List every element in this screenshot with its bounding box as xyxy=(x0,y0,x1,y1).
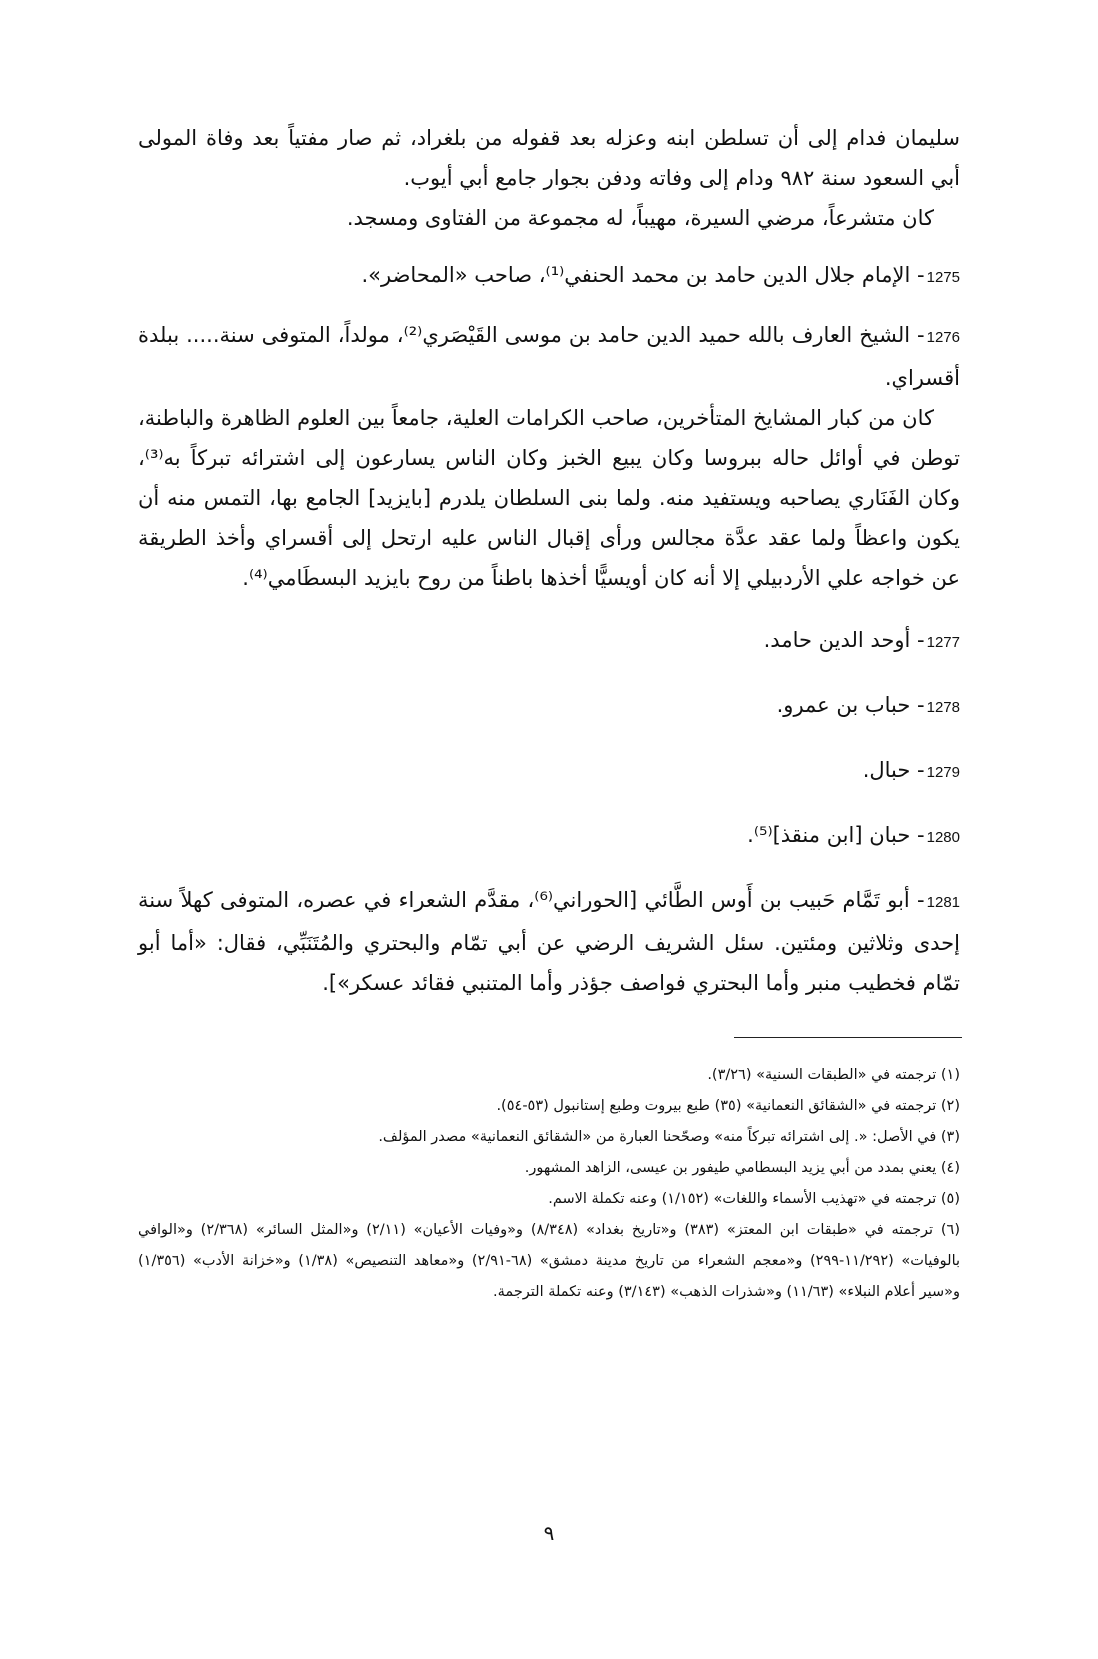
entry-number: 1278 xyxy=(926,699,960,716)
entry-1280 xyxy=(138,815,960,858)
page-number: ٩ xyxy=(543,1521,555,1545)
entry-text: - أبو تَمَّام حَبيب بن أَوس الطَّائي [الحوراني⁽⁶⁾، مقدَّم الشعراء في عصره، المتوفى كهلاً سنة إحدى وثلاثين ومئتين. سئل الشريف الرضي عن أبي تمّام والبحتري والمُتَنَبِّي، فقال: «أما أبو تمّام فخطيب منبر وأما البحتري فواصف جؤذر وأما المتنبي فقائد عسكر»]. xyxy=(138,888,960,995)
entry-text: - الإمام جلال الدين حامد بن محمد الحنفي⁽¹⁾، صاحب «المحاضر». xyxy=(361,263,925,287)
entry-1279 xyxy=(138,750,960,793)
entry-text: - حبال. xyxy=(862,758,925,782)
entry-number: 1276 xyxy=(926,329,960,346)
entry-number: 1280 xyxy=(926,829,960,846)
entry-1276-body: كان من كبار المشايخ المتأخرين، صاحب الكرامات العلية، جامعاً بين العلوم الظاهرة والباطنة، توطن في أوائل حاله ببروسا وكان يبيع الخبز وكان الناس يسارعون إلى اشترائه تبركاً به⁽³⁾، وكان الفَنَاري يصاحبه ويستفيد منه. ولما بنى السلطان يلدرم [بايزيد] الجامع بها، التمس منه أن يكون واعظاً ولما عقد عدَّة مجالس ورأى إقبال الناس عليه ارتحل إلى أقسراي وأخذ الطريقة عن خواجه علي الأردبيلي إلا أنه كان أويسيًّا أخذها باطناً من روح بايزيد البسطَامي⁽⁴⁾. xyxy=(138,406,960,590)
entry-1278 xyxy=(138,685,960,728)
entry-number: 1279 xyxy=(926,764,960,781)
main-text xyxy=(138,118,960,1003)
footnote-4: (٤) يعني بمدد من أبي يزيد البسطامي طيفور بن عيسى، الزاهد المشهور. xyxy=(524,1160,960,1176)
footnote-2: (٢) ترجمته في «الشقائق النعمانية» (٣٥) طبع بيروت وطبع إستانبول (٥٣-٥٤). xyxy=(496,1098,960,1114)
entry-1281 xyxy=(138,880,960,1003)
intro-paragraph-2: كان متشرعاً، مرضي السيرة، مهيباً، له مجموعة من الفتاوى ومسجد. xyxy=(346,206,934,230)
footnote-6: (٦) ترجمته في «طبقات ابن المعتز» (٣٨٣) و«تاريخ بغداد» (٨/٣٤٨) و«وفيات الأعيان» (٢/١١) و«المثل السائر» (٢/٣٦٨) و«الوافي بالوفيات» (١١/٢٩٢-٢٩٩) و«معجم الشعراء من تاريخ مدينة دمشق» (٦٨-٢/٩١) و«معاهد التنصيص» (١/٣٨) و«خزانة الأدب» (١/٣٥٦) و«سير أعلام النبلاء» (١١/٦٣) و«شذرات الذهب» (٣/١٤٣) وعنه تكملة الترجمة. xyxy=(138,1222,961,1300)
entry-1277 xyxy=(138,620,960,663)
entry-text: - أوحد الدين حامد. xyxy=(763,628,925,652)
footnote-3: (٣) في الأصل: «. إلى اشترائه تبركاً منه» وصحّحنا العبارة من «الشقائق النعمانية» مصدر المؤلف. xyxy=(378,1129,960,1145)
entry-number: 1277 xyxy=(926,634,960,651)
footnotes xyxy=(138,1060,960,1308)
entry-number: 1275 xyxy=(926,269,960,286)
entry-1276 xyxy=(138,315,960,398)
entry-text: - الشيخ العارف بالله حميد الدين حامد بن موسى القَيْصَري⁽²⁾، مولداً، المتوفى سنة..... ببلدة أقسراي. xyxy=(138,323,960,390)
entry-text: - حباب بن عمرو. xyxy=(776,693,925,717)
intro-paragraph: سليمان فدام إلى أن تسلطن ابنه وعزله بعد قفوله من بلغراد، ثم صار مفتياً بعد وفاة المولى أبي السعود سنة ٩٨٢ ودام إلى وفاته ودفن بجوار جامع أبي أيوب. xyxy=(138,126,960,190)
entry-1275 xyxy=(138,255,960,298)
entry-number: 1281 xyxy=(926,894,961,911)
footnote-1: (١) ترجمته في «الطبقات السنية» (٣/٢٦). xyxy=(707,1067,960,1083)
entry-text: - حبان [ابن منقذ]⁽⁵⁾. xyxy=(747,823,925,847)
footnote-divider xyxy=(734,1037,962,1038)
footnote-5: (٥) ترجمته في «تهذيب الأسماء واللغات» (١/١٥٢) وعنه تكملة الاسم. xyxy=(548,1191,960,1207)
